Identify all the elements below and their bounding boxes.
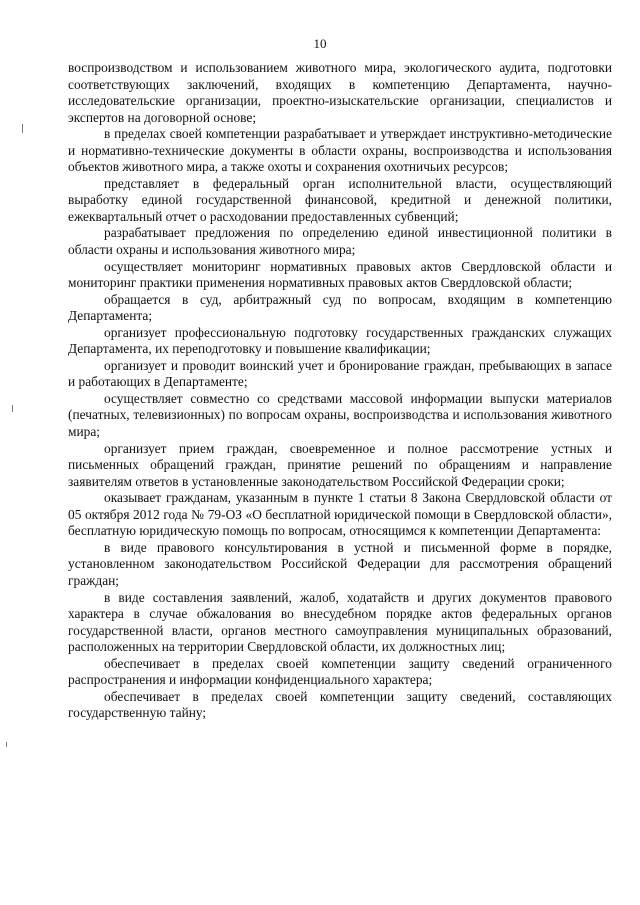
body-paragraph: обеспечивает в пределах своей компетенции защиту сведений, составляющих государственную тайну; [68, 688, 612, 721]
page-number: 10 [313, 36, 327, 51]
body-paragraph: обеспечивает в пределах своей компетенции защиту сведений ограниченного распространения и информации конфиденциального характера; [68, 655, 612, 688]
body-paragraph: осуществляет мониторинг нормативных правовых актов Свердловской области и мониторинг практики применения нормативных правовых актов Свердловской области; [68, 258, 612, 291]
scan-margin-mark [22, 124, 23, 133]
body-paragraph: организует прием граждан, своевременное и полное рассмотрение устных и письменных обращений граждан, принятие решений по обращениям и направление заявителям ответов в установленные законодательством Российской Федерации сроки; [68, 440, 612, 489]
body-paragraph: организует и проводит воинский учет и бронирование граждан, пребывающих в запасе и работающих в Департаменте; [68, 357, 612, 390]
body-paragraph: в виде правового консультирования в устной и письменной форме в порядке, установленном законодательством Российской Федерации для рассмотрения обращений граждан; [68, 539, 612, 588]
body-paragraph: осуществляет совместно со средствами массовой информации выпуски материалов (печатных, телевизионных) по вопросам охраны, воспроизводства и использования животного мира; [68, 390, 612, 440]
body-paragraph: в виде составления заявлений, жалоб, ходатайств и других документов правового характера в случае обжалования во внесудебном порядке актов федеральных органов государственной власти, органов местного самоуправления муниципальных образований, расположенных на территории Свердловской области, их должностных лиц; [68, 589, 612, 655]
body-paragraph: оказывает гражданам, указанным в пункте 1 статьи 8 Закона Свердловской области от 05 октября 2012 года № 79-ОЗ «О бесплатной юридической помощи в Свердловской области», бесплатную юридическую помощь по вопросам, относящимся к компетенции Департамента: [68, 490, 612, 539]
body-paragraph: воспроизводством и использованием животного мира, экологического аудита, подготовки соответствующих заключений, входящих в компетенцию Департамента, научно-исследовательские организации, проектно-изыскательские организации, специалистов и экспертов на договорной основе; [68, 60, 612, 125]
body-paragraph: обращается в суд, арбитражный суд по вопросам, входящим в компетенцию Департамента; [68, 291, 612, 324]
scan-margin-mark [12, 405, 13, 412]
document-body [68, 60, 612, 722]
body-paragraph: разрабатывает предложения по определению единой инвестиционной политики в области охраны и использования животного мира; [68, 225, 612, 258]
body-paragraph: представляет в федеральный орган исполнительной власти, осуществляющий выработку единой государственной финансовой, кредитной и денежной политики, ежеквартальный отчет о расходовании предоставленных субвенций; [68, 175, 612, 224]
body-paragraph: в пределах своей компетенции разрабатывает и утверждает инструктивно-методические и нормативно-технические документы в области охраны, воспроизводства и использования объектов животного мира, а также охоты и сохранения охотничьих ресурсов; [68, 126, 612, 175]
scan-margin-mark [6, 742, 7, 747]
body-paragraph: организует профессиональную подготовку государственных гражданских служащих Департамента, их переподготовку и повышение квалификации; [68, 324, 612, 357]
